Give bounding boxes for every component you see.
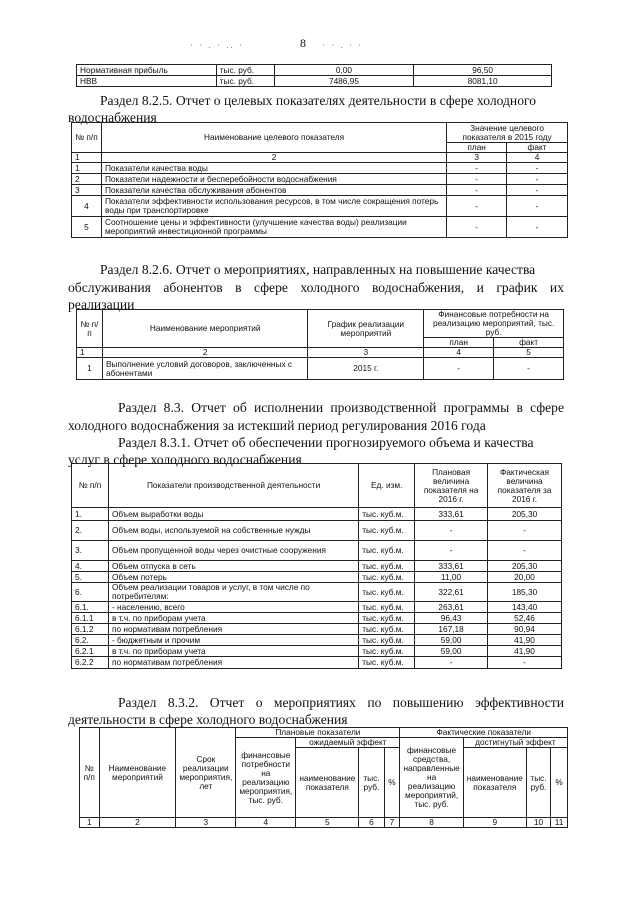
index-cell: 3 [308,348,424,358]
col-header: тыс. руб. [359,748,384,818]
index-cell: 9 [463,818,526,828]
section-heading: Раздел 8.3. Отчет об исполнении производственной программы в сфере [118,400,564,415]
row-number: 6.2.2 [72,657,109,669]
scan-noise: · · . · .. · [190,40,244,50]
row-number: 1 [77,358,103,380]
row-name: в т.ч. по приборам учета [108,613,358,624]
top-table [76,64,552,87]
row-fact: 143,40 [488,602,562,613]
row-plan: 167,18 [415,624,488,635]
index-cell: 6 [359,818,384,828]
row-plan: - [447,196,507,217]
col-header: № п/п [72,123,102,153]
row-plan: 59,00 [415,646,488,657]
row-unit: тыс. куб.м. [359,624,415,635]
row-number: 3. [72,541,109,561]
row-number: 4. [72,561,109,572]
row-number: 1 [72,163,102,174]
row-fact: - [507,163,568,174]
col-header: Срок реализации мероприятия, лет [176,728,236,818]
table-row [72,174,568,185]
col-header: Финансовые потребности на реализацию мероприятий, тыс. руб. [424,310,564,338]
col-header: % [384,748,400,818]
row-fact: - [507,185,568,196]
row-number: 2. [72,521,109,541]
row-plan: - [447,174,507,185]
row-number: 6.1.1 [72,613,109,624]
row-name: Объем пропущенной воды через очистные сооружения [108,541,358,561]
row-name: Объем воды, используемой на собственные нужды [108,521,358,541]
targets-table [71,122,568,238]
row-number: 5 [72,217,102,238]
col-header: план [447,143,507,153]
row-name: Нормативная прибыль [77,65,217,76]
index-cell: 5 [494,348,564,358]
efficiency-measures-table [79,727,568,828]
row-fact: - [488,657,562,669]
index-row [80,818,568,828]
col-header: Наименование мероприятий [99,728,176,818]
row-number: 6.1.2 [72,624,109,635]
row-number: 6. [72,583,109,602]
col-header: финансовые средства, направленные на реализацию мероприятий, тыс. руб. [400,738,463,818]
col-header: Значение целевого показателя в 2015 году [447,123,568,143]
row-number: 1. [72,508,109,521]
table-row [72,541,562,561]
section-heading: обслуживания абонентов в сфере холодного водоснабжения, и график их [68,280,564,295]
section-heading: Раздел 8.2.5. Отчет о целевых показателях деятельности в сфере холодного [100,93,537,108]
row-fact: 41,90 [488,646,562,657]
section-heading: водоснабжения [68,110,157,125]
section-heading: деятельности в сфере холодного водоснабжения [68,712,348,727]
row-plan: 11,00 [415,572,488,583]
col-header: График реализации мероприятий [308,310,424,348]
row-unit: тыс. куб.м. [359,572,415,583]
index-cell: 4 [236,818,296,828]
table-row [77,76,552,87]
index-cell: 5 [296,818,359,828]
row-value: 8081,10 [414,76,552,87]
index-cell: 2 [101,153,446,163]
col-header: № п/п [72,464,109,508]
row-fact: 205,30 [488,561,562,572]
table-row [77,65,552,76]
row-name: Объем реализации товаров и услуг, в том числе по потребителям: [108,583,358,602]
row-unit: тыс. куб.м. [359,646,415,657]
table-row [72,508,562,521]
row-fact: 41,90 [488,635,562,646]
row-fact: - [507,174,568,185]
index-cell: 10 [526,818,550,828]
row-fact: - [507,217,568,238]
service-measures-table [76,309,564,380]
section-heading: Раздел 8.3.1. Отчет об обеспечении прогнозируемого объема и качества [118,435,534,450]
row-name: по нормативам потребления [108,657,358,669]
row-name: - населению, всего [108,602,358,613]
row-value: 0,00 [274,65,414,76]
row-plan: - [424,358,494,380]
index-cell: 4 [507,153,568,163]
table-row [72,657,562,669]
row-name: Объем выработки воды [108,508,358,521]
col-header: % [551,748,568,818]
scan-noise: · · . · · [322,40,364,50]
row-unit: тыс. куб.м. [359,583,415,602]
index-cell: 11 [551,818,568,828]
col-header: наименование показателя [296,748,359,818]
col-header: Показатели производственной деятельности [108,464,358,508]
col-header: достигнутый эффект [463,738,567,748]
row-plan: 333,61 [415,561,488,572]
col-header: план [424,338,494,348]
row-plan: - [447,163,507,174]
col-header: факт [494,338,564,348]
col-header: Фактическая величина показателя за 2016 г. [488,464,562,508]
col-header: ожидаемый эффект [296,738,400,748]
row-unit: тыс. руб. [216,65,274,76]
index-cell: 4 [424,348,494,358]
row-value: 7486,95 [274,76,414,87]
row-unit: тыс. руб. [216,76,274,87]
table-row [72,217,568,238]
row-number: 6.2. [72,635,109,646]
row-plan: - [415,521,488,541]
row-number: 2 [72,174,102,185]
table-row [72,602,562,613]
index-cell: 1 [80,818,100,828]
index-cell: 1 [72,153,102,163]
col-header: № п/п [77,310,103,348]
row-fact: 185,30 [488,583,562,602]
section-heading: Раздел 8.2.6. Отчет о мероприятиях, направленных на повышение качества [100,262,536,277]
col-header: Плановые показатели [236,728,400,738]
index-cell: 7 [384,818,400,828]
row-name: по нормативам потребления [108,624,358,635]
row-plan: 96,43 [415,613,488,624]
col-header: Наименование целевого показателя [101,123,446,153]
index-row [77,348,564,358]
col-header: Наименование мероприятий [102,310,308,348]
row-unit: тыс. куб.м. [359,521,415,541]
row-plan: - [415,541,488,561]
col-header: Фактические показатели [400,728,568,738]
row-fact: - [507,196,568,217]
row-fact: 20,00 [488,572,562,583]
row-fact: - [488,521,562,541]
row-schedule: 2015 г. [308,358,424,380]
page-number: 8 [300,36,306,50]
index-cell: 3 [447,153,507,163]
row-name: Выполнение условий договоров, заключенных с абонентами [102,358,308,380]
row-name: Объем потерь [108,572,358,583]
row-plan: 59,00 [415,635,488,646]
row-plan: 263,61 [415,602,488,613]
index-cell: 3 [176,818,236,828]
row-name: Показатели качества воды [101,163,446,174]
col-header: Ед. изм. [359,464,415,508]
row-unit: тыс. куб.м. [359,541,415,561]
col-header: факт [507,143,568,153]
table-row [72,163,568,174]
row-number: 6.1. [72,602,109,613]
table-row [72,646,562,657]
table-row [72,521,562,541]
row-name: Показатели качества обслуживания абонентов [101,185,446,196]
row-fact: - [488,541,562,561]
row-plan: 322,61 [415,583,488,602]
row-name: в т.ч. по приборам учета [108,646,358,657]
row-name: - бюджетным и прочим [108,635,358,646]
row-unit: тыс. куб.м. [359,508,415,521]
row-value: 96,50 [414,65,552,76]
table-row [72,613,562,624]
row-plan: - [447,217,507,238]
col-header: № п/п [80,728,100,818]
row-plan: - [415,657,488,669]
row-fact: 52,46 [488,613,562,624]
row-fact: 205,30 [488,508,562,521]
table-row [72,583,562,602]
row-number: 3 [72,185,102,196]
index-cell: 8 [400,818,463,828]
row-unit: тыс. куб.м. [359,657,415,669]
table-row [77,358,564,380]
row-number: 4 [72,196,102,217]
col-header: тыс. руб. [526,748,550,818]
row-plan: 333,61 [415,508,488,521]
index-cell: 2 [99,818,176,828]
section-heading: Раздел 8.3.2. Отчет о мероприятиях по повышению эффективности [118,695,564,710]
index-row [72,153,568,163]
col-header: наименование показателя [463,748,526,818]
row-name: Показатели надежности и бесперебойности водоснабжения [101,174,446,185]
section-heading: холодного водоснабжения за истекший период регулирования 2016 года [68,418,486,433]
production-table [71,463,562,669]
row-unit: тыс. куб.м. [359,635,415,646]
table-row [72,196,568,217]
row-name: Показатели эффективности использования ресурсов, в том числе сокращения потерь воды при транспортировке [101,196,446,217]
table-row [72,624,562,635]
row-plan: - [447,185,507,196]
col-header: Плановая величина показателя на 2016 г. [415,464,488,508]
index-cell: 1 [77,348,103,358]
row-unit: тыс. куб.м. [359,561,415,572]
table-row [72,561,562,572]
row-unit: тыс. куб.м. [359,613,415,624]
row-name: Соотношение цены и эффективности (улучшение качества воды) реализации мероприятий инвестиционной программы [101,217,446,238]
row-fact: 90,94 [488,624,562,635]
section-heading: услуг в сфере холодного водоснабжения [68,452,302,467]
row-unit: тыс. куб.м. [359,602,415,613]
table-row [72,572,562,583]
col-header: финансовые потребности на реализацию мероприятия, тыс. руб. [236,738,296,818]
row-number: 6.2.1 [72,646,109,657]
row-number: 5. [72,572,109,583]
table-row [72,185,568,196]
row-name: Объем отпуска в сеть [108,561,358,572]
table-row [72,635,562,646]
row-fact: - [494,358,564,380]
row-name: НВВ [77,76,217,87]
section-heading: реализации [68,297,135,312]
index-cell: 2 [102,348,308,358]
